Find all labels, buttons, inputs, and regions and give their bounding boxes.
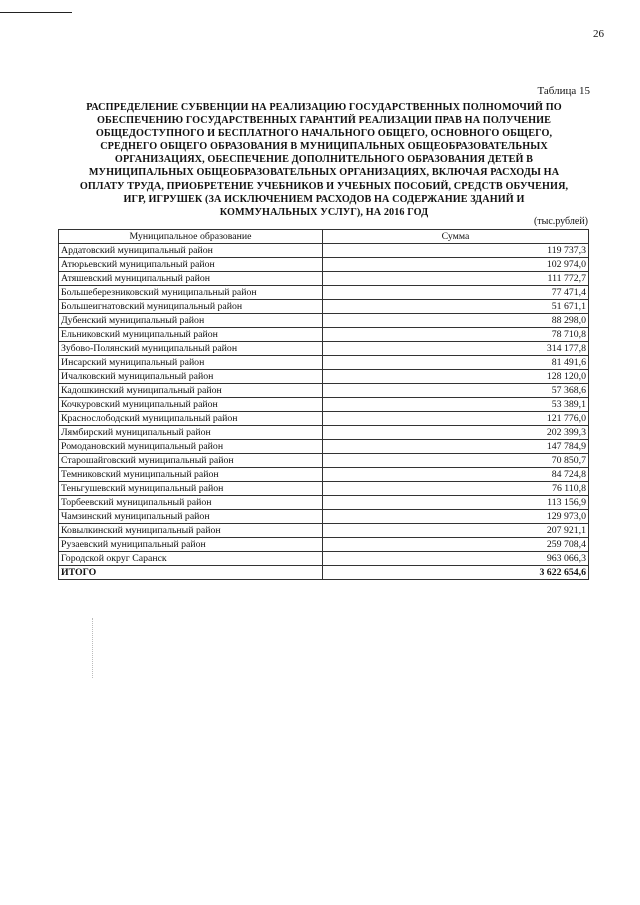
- amount: 88 298,0: [323, 314, 589, 328]
- municipality-name: Старошайговский муниципальный район: [59, 454, 323, 468]
- title-line: КОММУНАЛЬНЫХ УСЛУГ), НА 2016 ГОД: [219, 206, 429, 218]
- municipality-name: Ичалковский муниципальный район: [59, 370, 323, 384]
- municipality-name: Кадошкинский муниципальный район: [59, 384, 323, 398]
- table-row: [59, 510, 589, 524]
- table-row: [59, 314, 589, 328]
- municipality-name: Теньгушевский муниципальный район: [59, 482, 323, 496]
- unit-note: (тыс.рублей): [533, 216, 588, 227]
- amount: 70 850,7: [323, 454, 589, 468]
- amount: 111 772,7: [323, 272, 589, 286]
- table-row: [59, 300, 589, 314]
- table-row: [59, 258, 589, 272]
- amount: 84 724,8: [323, 468, 589, 482]
- municipality-name: Ковылкинский муниципальный район: [59, 524, 323, 538]
- table-row: [59, 356, 589, 370]
- header-sum: Сумма: [323, 230, 589, 244]
- amount: 147 784,9: [323, 440, 589, 454]
- municipality-name: Атюрьевский муниципальный район: [59, 258, 323, 272]
- table-row: [59, 454, 589, 468]
- table-row: [59, 538, 589, 552]
- document-title: [60, 101, 588, 219]
- title-line: МУНИЦИПАЛЬНЫХ ОБЩЕОБРАЗОВАТЕЛЬНЫХ ОРГАНИЗАЦИЯХ, ВКЛЮЧАЯ РАСХОДЫ НА: [88, 167, 560, 179]
- table-row: [59, 328, 589, 342]
- table-row: [59, 440, 589, 454]
- amount: 202 399,3: [323, 426, 589, 440]
- subsidy-table: [58, 229, 589, 580]
- table-row: [59, 496, 589, 510]
- municipality-name: Краснослободский муниципальный район: [59, 412, 323, 426]
- margin-mark: [92, 618, 94, 678]
- municipality-name: Городской округ Саранск: [59, 552, 323, 566]
- page-number: 26: [593, 28, 604, 40]
- municipality-name: Ардатовский муниципальный район: [59, 244, 323, 258]
- title-line: ОБЕСПЕЧЕНИЮ ГОСУДАРСТВЕННЫХ ГАРАНТИЙ РЕАЛИЗАЦИИ ПРАВ НА ПОЛУЧЕНИЕ: [96, 115, 552, 127]
- municipality-name: Чамзинский муниципальный район: [59, 510, 323, 524]
- amount: 119 737,3: [323, 244, 589, 258]
- title-line: СРЕДНЕГО ОБЩЕГО ОБРАЗОВАНИЯ В МУНИЦИПАЛЬНЫХ ОБЩЕОБРАЗОВАТЕЛЬНЫХ: [100, 141, 548, 153]
- title-line: ОПЛАТУ ТРУДА, ПРИОБРЕТЕНИЕ УЧЕБНИКОВ И УЧЕБНЫХ ПОСОБИЙ, СРЕДСТВ ОБУЧЕНИЯ,: [79, 180, 569, 192]
- municipality-name: Атяшевский муниципальный район: [59, 272, 323, 286]
- municipality-name: Ромодановский муниципальный район: [59, 440, 323, 454]
- amount: 51 671,1: [323, 300, 589, 314]
- table-row: [59, 370, 589, 384]
- amount: 57 368,6: [323, 384, 589, 398]
- title-line: ОРГАНИЗАЦИЯХ, ОБЕСПЕЧЕНИЕ ДОПОЛНИТЕЛЬНОГО ОБРАЗОВАНИЯ ДЕТЕЙ В: [114, 154, 534, 166]
- amount: 963 066,3: [323, 552, 589, 566]
- municipality-name: Лямбирский муниципальный район: [59, 426, 323, 440]
- table-row: [59, 286, 589, 300]
- municipality-name: Дубенский муниципальный район: [59, 314, 323, 328]
- corner-rule: [0, 12, 72, 13]
- municipality-name: Кочкуровский муниципальный район: [59, 398, 323, 412]
- table-row: [59, 342, 589, 356]
- title-line: ОБЩЕДОСТУПНОГО И БЕСПЛАТНОГО НАЧАЛЬНОГО ОБЩЕГО, ОСНОВНОГО ОБЩЕГО,: [95, 128, 553, 140]
- table-number: Таблица 15: [537, 85, 590, 97]
- municipality-name: Большеигнатовский муниципальный район: [59, 300, 323, 314]
- municipality-name: Зубово-Полянский муниципальный район: [59, 342, 323, 356]
- table-row: [59, 412, 589, 426]
- table-row: [59, 524, 589, 538]
- table-row: [59, 244, 589, 258]
- amount: 207 921,1: [323, 524, 589, 538]
- table-row: [59, 272, 589, 286]
- total-label: ИТОГО: [59, 566, 323, 580]
- title-line: ИГР, ИГРУШЕК (ЗА ИСКЛЮЧЕНИЕМ РАСХОДОВ НА СОДЕРЖАНИЕ ЗДАНИЙ И: [123, 193, 525, 205]
- total-row: [59, 566, 589, 580]
- table-row: [59, 398, 589, 412]
- amount: 129 973,0: [323, 510, 589, 524]
- table-row: [59, 426, 589, 440]
- amount: 314 177,8: [323, 342, 589, 356]
- total-amount: 3 622 654,6: [323, 566, 589, 580]
- amount: 259 708,4: [323, 538, 589, 552]
- amount: 128 120,0: [323, 370, 589, 384]
- table-row: [59, 482, 589, 496]
- amount: 102 974,0: [323, 258, 589, 272]
- municipality-name: Инсарский муниципальный район: [59, 356, 323, 370]
- municipality-name: Темниковский муниципальный район: [59, 468, 323, 482]
- municipality-name: Торбеевский муниципальный район: [59, 496, 323, 510]
- municipality-name: Рузаевский муниципальный район: [59, 538, 323, 552]
- table-row: [59, 384, 589, 398]
- amount: 113 156,9: [323, 496, 589, 510]
- table-row: [59, 552, 589, 566]
- amount: 76 110,8: [323, 482, 589, 496]
- amount: 53 389,1: [323, 398, 589, 412]
- table-header-row: [59, 230, 589, 244]
- municipality-name: Большеберезниковский муниципальный район: [59, 286, 323, 300]
- table-row: [59, 468, 589, 482]
- amount: 121 776,0: [323, 412, 589, 426]
- municipality-name: Ельниковский муниципальный район: [59, 328, 323, 342]
- amount: 78 710,8: [323, 328, 589, 342]
- amount: 77 471,4: [323, 286, 589, 300]
- amount: 81 491,6: [323, 356, 589, 370]
- title-line: РАСПРЕДЕЛЕНИЕ СУБВЕНЦИИ НА РЕАЛИЗАЦИЮ ГОСУДАРСТВЕННЫХ ПОЛНОМОЧИЙ ПО: [86, 102, 562, 113]
- header-municipality: Муниципальное образование: [59, 230, 323, 244]
